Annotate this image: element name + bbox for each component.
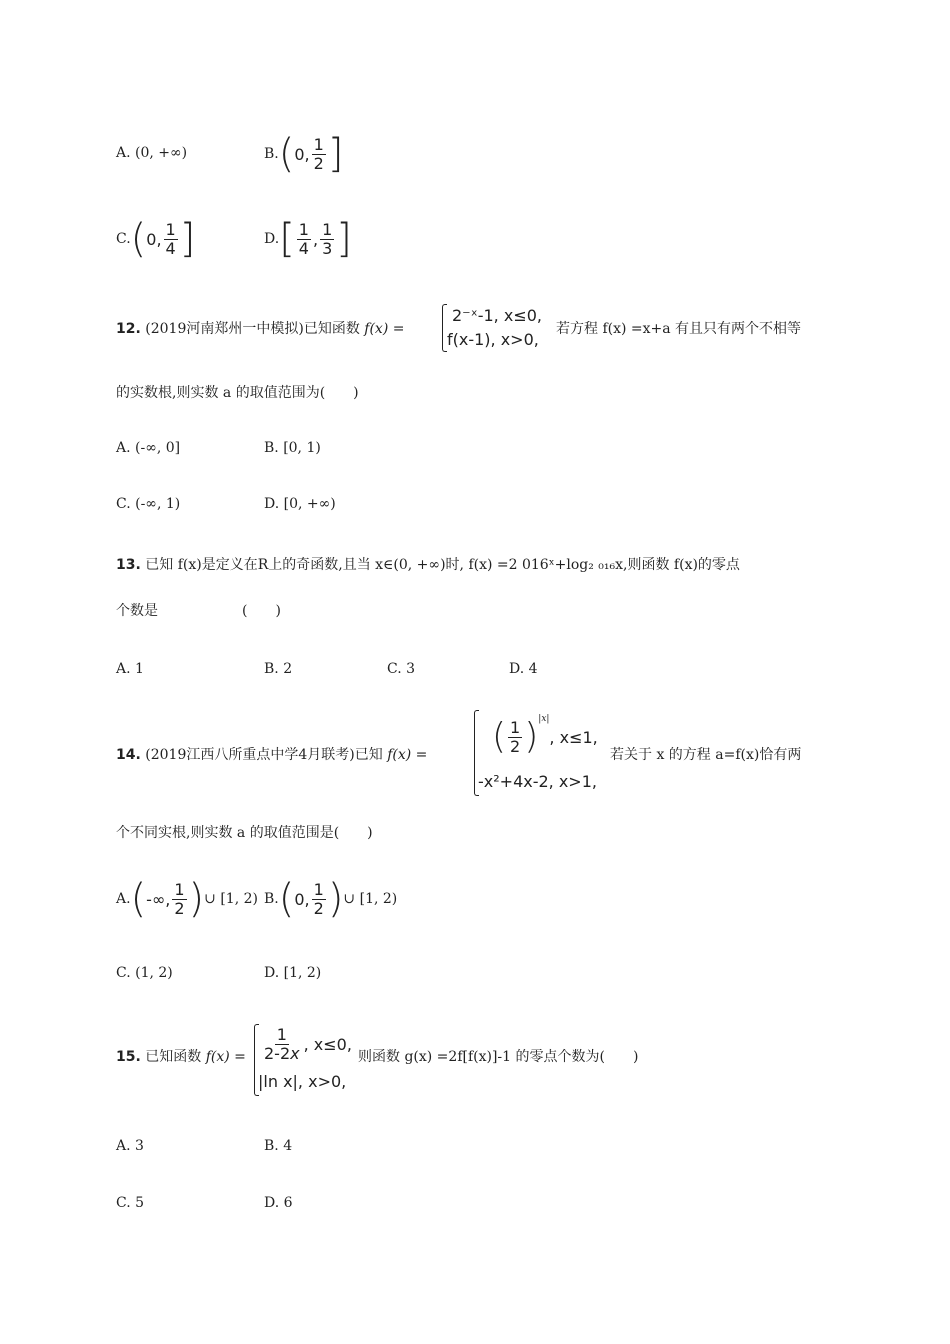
q15-stem <box>116 1046 246 1066</box>
q13-option-c[interactable]: C. 3 <box>387 661 416 677</box>
q14-option-b-union: ∪ [1, 2) <box>343 891 398 907</box>
q15-option-d[interactable]: D. 6 <box>264 1195 293 1211</box>
q12-tail: 若方程 f(x) =x+a 有且只有两个不相等 <box>556 321 802 337</box>
q15-lead: 已知函数 <box>145 1049 202 1065</box>
q12-line2: 的实数根,则实数 a 的取值范围为( ) <box>116 385 359 401</box>
q15-f: f(x) = <box>205 1049 246 1065</box>
q13-option-a[interactable]: A. 1 <box>116 661 144 677</box>
q14-option-b-label: B. <box>264 891 279 907</box>
q12-option-d[interactable]: D. [0, +∞) <box>264 496 336 512</box>
q12-stem <box>116 318 404 338</box>
q12-case1: 2⁻ˣ-1, x≤0, <box>452 306 542 325</box>
q14-option-b[interactable]: B. ( 0, $\frac{1}{2}$ ) ∪ [1, 2) <box>264 876 398 922</box>
q12-number: 12. <box>116 321 141 337</box>
q15-option-c[interactable]: C. 5 <box>116 1195 145 1211</box>
q14-option-a-label: A. <box>116 891 131 907</box>
q12-f: f(x) = <box>364 321 405 337</box>
q11-option-b-label: B. <box>264 146 279 162</box>
q14-case1-condition: , x≤1, <box>549 727 598 747</box>
q14-option-c[interactable]: C. (1, 2) <box>116 965 173 981</box>
q12-option-b[interactable]: B. [0, 1) <box>264 440 321 456</box>
q13-number: 13. <box>116 557 141 573</box>
q15-option-a[interactable]: A. 3 <box>116 1138 144 1154</box>
q14-case2: -x²+4x-2, x>1, <box>478 772 597 791</box>
q15-case2: |ln x|, x>0, <box>258 1072 347 1091</box>
q14-option-d[interactable]: D. [1, 2) <box>264 965 322 981</box>
q14-source: (2019江西八所重点中学4月联考)已知 <box>145 747 383 763</box>
q11-option-d[interactable]: D. [ $\frac{1}{4}$ , $\frac{1}{3}$ ] <box>264 216 352 262</box>
q15-option-b[interactable]: B. 4 <box>264 1138 293 1154</box>
q15-number: 15. <box>116 1049 141 1065</box>
q15-tail: 则函数 g(x) =2f[f(x)]-1 的零点个数为( ) <box>358 1049 639 1065</box>
q12-case2: f(x-1), x>0, <box>447 330 539 349</box>
q13-line2: 个数是 ( ) <box>116 603 281 619</box>
q11-option-c[interactable]: C. ( 0, $\frac{1}{4}$ ] <box>116 216 196 262</box>
q12-option-a[interactable]: A. (-∞, 0] <box>116 440 181 456</box>
q14-f: f(x) = <box>387 747 428 763</box>
q15-case1: $\frac{1}{2-2x}$ , x≤0, <box>264 1025 352 1063</box>
q14-tail: 若关于 x 的方程 a=f(x)恰有两 <box>610 747 802 763</box>
q14-option-a[interactable]: A. ( -∞, $\frac{1}{2}$ ) ∪ [1, 2) <box>116 876 258 922</box>
q12-source: (2019河南郑州一中模拟)已知函数 <box>145 321 360 337</box>
q14-option-a-union: ∪ [1, 2) <box>204 891 258 907</box>
q13-line1: 已知 f(x)是定义在R上的奇函数,且当 x∈(0, +∞)时, f(x) =2 016ˣ+log₂ ₀₁₆x,则函数 f(x)的零点 <box>145 557 740 573</box>
q11-option-d-label: D. <box>264 231 280 247</box>
q13-option-d[interactable]: D. 4 <box>509 661 538 677</box>
q14-line2: 个不同实根,则实数 a 的取值范围是( ) <box>116 825 373 841</box>
q11-option-c-label: C. <box>116 231 131 247</box>
q12-option-c[interactable]: C. (-∞, 1) <box>116 496 181 512</box>
q13-option-b[interactable]: B. 2 <box>264 661 293 677</box>
q14-stem <box>116 744 427 764</box>
q15-case1-condition: , x≤0, <box>303 1035 352 1054</box>
q14-case1: ( $\frac{1}{2}$ ) $^{|x|}$ , x≤1, <box>492 714 598 757</box>
q14-number: 14. <box>116 747 141 763</box>
q13-stem <box>116 554 740 574</box>
q11-option-b[interactable]: B. ( 0, $\frac{1}{2}$ ] <box>264 131 344 177</box>
q11-option-a[interactable]: A. (0, +∞) <box>116 145 188 161</box>
